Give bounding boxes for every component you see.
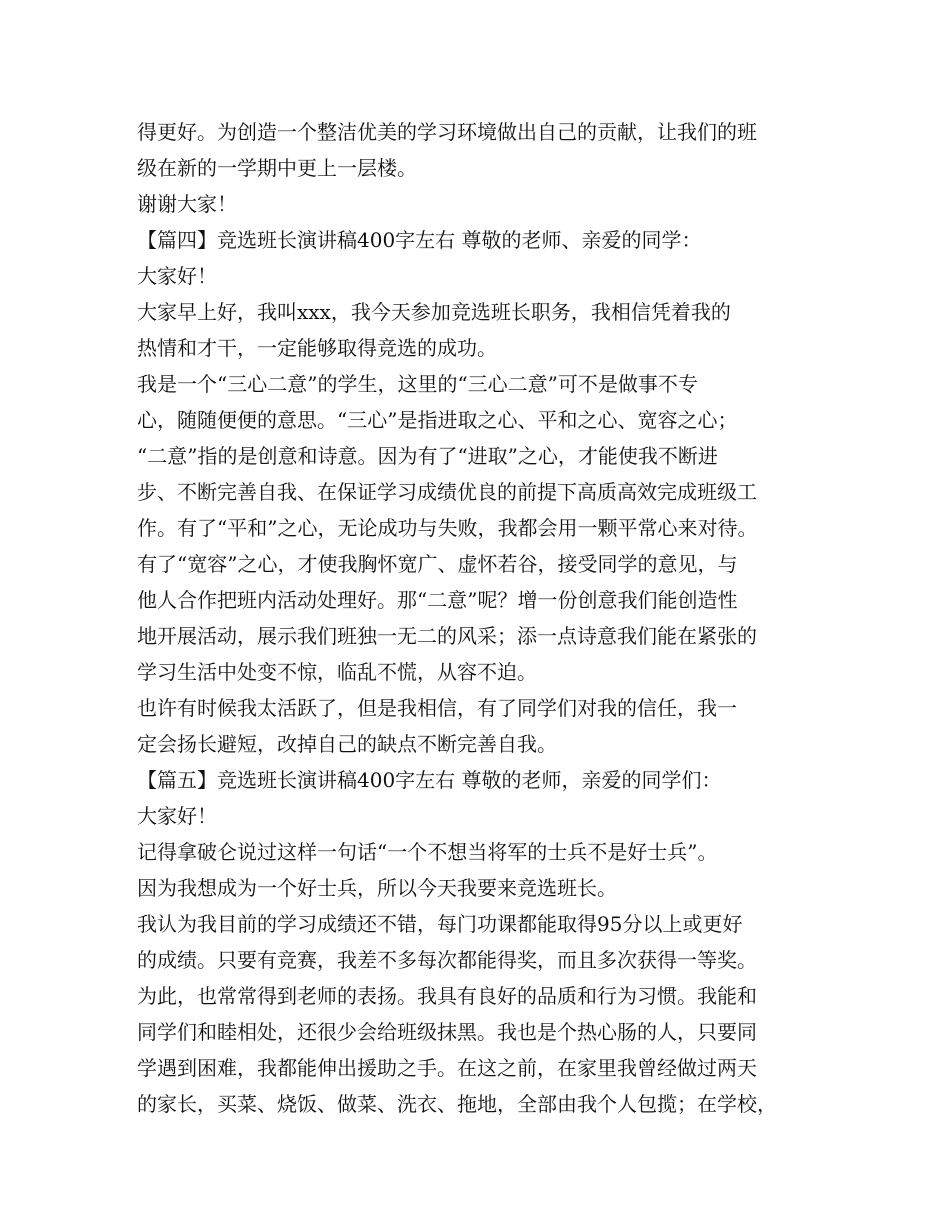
text-line: 步、不断完善自我、在保证学习成绩优良的前提下高质高效完成班级工 [137,480,757,504]
text-line: 热情和才干，一定能够取得竞选的成功。 [137,336,497,360]
text-line: 级在新的一学期中更上一层楼。 [137,156,417,180]
text-line: 因为我想成为一个好士兵，所以今天我要来竞选班长。 [137,876,617,900]
text-line: 我认为我目前的学习成绩还不错，每门功课都能取得95分以上或更好 [137,912,743,936]
text-line: 为此，也常常得到老师的表扬。我具有良好的品质和行为习惯。我能和 [137,984,757,1008]
text-line: 记得拿破仑说过这样一句话“一个不想当将军的士兵不是好士兵”。 [137,840,718,864]
text-line: 学习生活中处变不惊，临乱不慌，从容不迫。 [137,660,537,684]
section-heading: 【篇五】竞选班长演讲稿400字左右 尊敬的老师，亲爱的同学们： [137,768,722,792]
text-line: 大家早上好，我叫xxx，我今天参加竞选班长职务，我相信凭着我的 [137,300,731,324]
text-line: 定会扬长避短，改掉自己的缺点不断完善自我。 [137,732,557,756]
text-line: 心，随随便便的意思。“三心”是指进取之心、平和之心、宽容之心； [137,408,738,432]
text-line: 大家好！ [137,264,217,288]
text-line: 地开展活动，展示我们班独一无二的风采；添一点诗意我们能在紧张的 [137,624,757,648]
text-line: 的成绩。只要有竞赛，我差不多每次都能得奖，而且多次获得一等奖。 [137,948,757,972]
text-line: 也许有时候我太活跃了，但是我相信，有了同学们对我的信任，我一 [137,696,737,720]
text-line: 的家长，买菜、烧饭、做菜、洗衣、拖地，全部由我个人包揽；在学校， [137,1092,777,1116]
text-line: 有了“宽容”之心，才使我胸怀宽广、虚怀若谷，接受同学的意见，与 [137,552,738,576]
text-line: 大家好！ [137,804,217,828]
text-line: 得更好。为创造一个整洁优美的学习环境做出自己的贡献，让我们的班 [137,120,757,144]
text-line: 作。有了“平和”之心，无论成功与失败，我都会用一颗平常心来对待。 [137,516,758,540]
document-page [137,114,837,1122]
text-line: 他人合作把班内活动处理好。那“二意”呢？增一份创意我们能创造性 [137,588,738,612]
text-line: 我是一个“三心二意”的学生，这里的“三心二意”可不是做事不专 [137,372,698,396]
text-line: 谢谢大家！ [137,192,237,216]
section-heading: 【篇四】竞选班长演讲稿400字左右 尊敬的老师、亲爱的同学： [137,228,702,252]
text-line: “二意”指的是创意和诗意。因为有了“进取”之心，才能使我不断进 [137,444,718,468]
text-line: 学遇到困难，我都能伸出援助之手。在这之前，在家里我曾经做过两天 [137,1056,757,1080]
text-line: 同学们和睦相处，还很少会给班级抹黑。我也是个热心肠的人，只要同 [137,1020,757,1044]
